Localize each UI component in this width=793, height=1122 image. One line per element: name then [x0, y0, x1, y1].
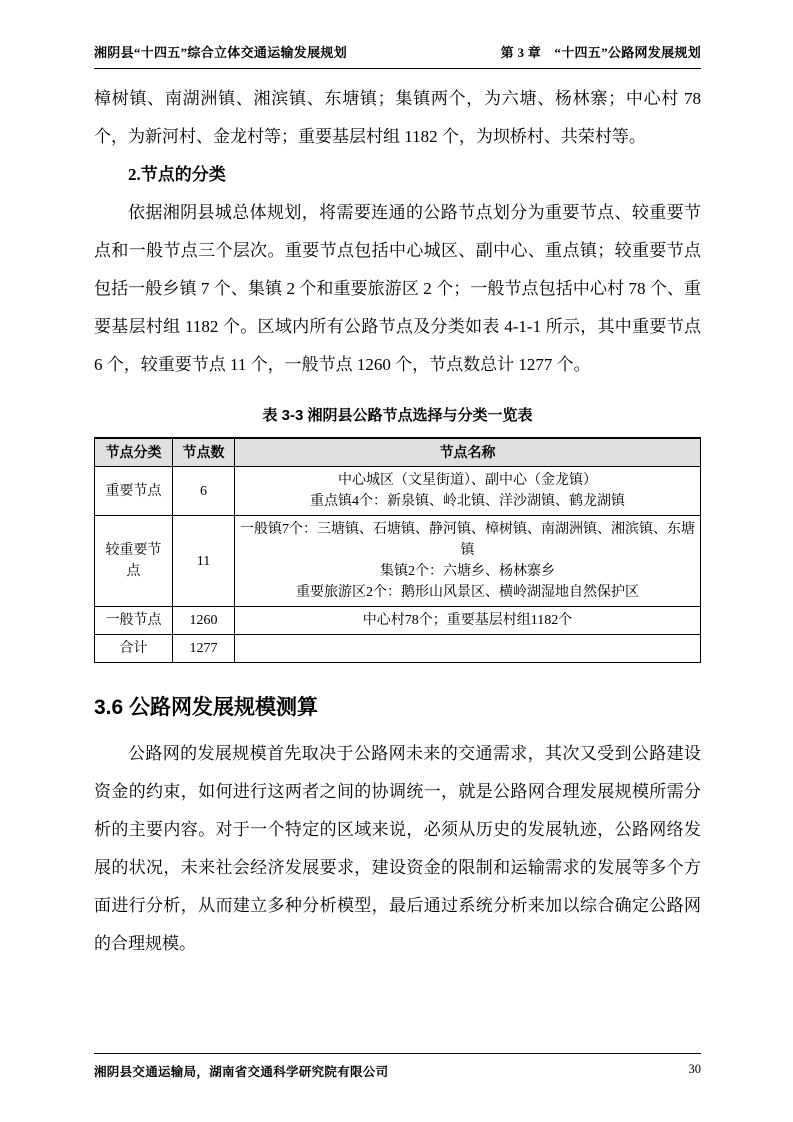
cell-category: 一般节点 — [95, 607, 173, 635]
cell-names — [235, 635, 701, 663]
paragraph-section-3-6: 公路网的发展规模首先取决于公路网未来的交通需求，其次又受到公路建设资金的约束，如何进行这两者之间的协调统一，就是公路网合理发展规模所需分析的主要内容。对于一个特定的区域来说，必须从历史的发展轨迹，公路网络发展的状况，未来社会经济发展要求，建设资金的限制和运输需求的发展等多个方面进行分析，从而建立多种分析模型，最后通过系统分析来加以综合确定公路网的合理规模。 — [94, 744, 701, 953]
page-number: 30 — [688, 1062, 701, 1076]
paragraph-node-description: 依据湘阴县城总体规划，将需要连通的公路节点划分为重要节点、较重要节点和一般节点三个层次。重要节点包括中心城区、副中心、重点镇；较重要节点包括一般乡镇 7 个、集镇 2 个和重要旅游区 2 个；一般节点包括中心村 78 个、重要基层村组 1182 个。区域内所有公路节点及分类如表 4-1-1 所示，其中重要节点 6 个，较重要节点 11 个，一般节点 1260 个，节点数总计 1277 个。 — [94, 203, 701, 374]
column-header-category: 节点分类 — [95, 438, 173, 467]
table-row-important — [95, 467, 701, 516]
page-content — [94, 80, 701, 963]
node-classification-table — [94, 437, 701, 663]
cell-count: 11 — [173, 516, 235, 607]
section-heading-3-6: 3.6 公路网发展规模测算 — [94, 696, 319, 719]
sub-heading-node-classification: 2.节点的分类 — [128, 165, 226, 184]
cell-count: 1277 — [173, 635, 235, 663]
page-footer — [94, 1053, 701, 1080]
cell-category: 较重要节点 — [95, 516, 173, 607]
table-row-general — [95, 607, 701, 635]
paragraph-continuation: 樟树镇、南湖洲镇、湘滨镇、东塘镇；集镇两个，为六塘、杨林寨；中心村 78 个，为新河村、金龙村等；重要基层村组 1182 个，为坝桥村、共荣村等。 — [94, 89, 701, 146]
footer-organization: 湘阴县交通运输局，湖南省交通科学研究院有限公司 — [94, 1065, 389, 1079]
table-row-less-important — [95, 516, 701, 607]
cell-names: 一般镇7个：三塘镇、石塘镇、静河镇、樟树镇、南湖洲镇、湘滨镇、东塘镇 集镇2个：六塘乡、杨林寨乡 重要旅游区2个：鹅形山风景区、横岭湖湿地自然保护区 — [235, 516, 701, 607]
cell-category: 重要节点 — [95, 467, 173, 516]
table-row-total — [95, 635, 701, 663]
column-header-count: 节点数 — [173, 438, 235, 467]
cell-names: 中心村78个；重要基层村组1182个 — [235, 607, 701, 635]
table-header-row — [95, 438, 701, 467]
cell-count: 6 — [173, 467, 235, 516]
cell-count: 1260 — [173, 607, 235, 635]
header-right-title: 第 3 章 “十四五”公路网发展规划 — [500, 45, 701, 60]
cell-category: 合计 — [95, 635, 173, 663]
page-header — [94, 42, 701, 69]
column-header-names: 节点名称 — [235, 438, 701, 467]
cell-names: 中心城区（文星街道）、副中心（金龙镇） 重点镇4个：新泉镇、岭北镇、洋沙湖镇、鹤龙湖镇 — [235, 467, 701, 516]
table-title: 表 3-3 湘阴县公路节点选择与分类一览表 — [262, 407, 533, 424]
header-left-title: 湘阴县“十四五”综合立体交通运输发展规划 — [94, 45, 348, 60]
